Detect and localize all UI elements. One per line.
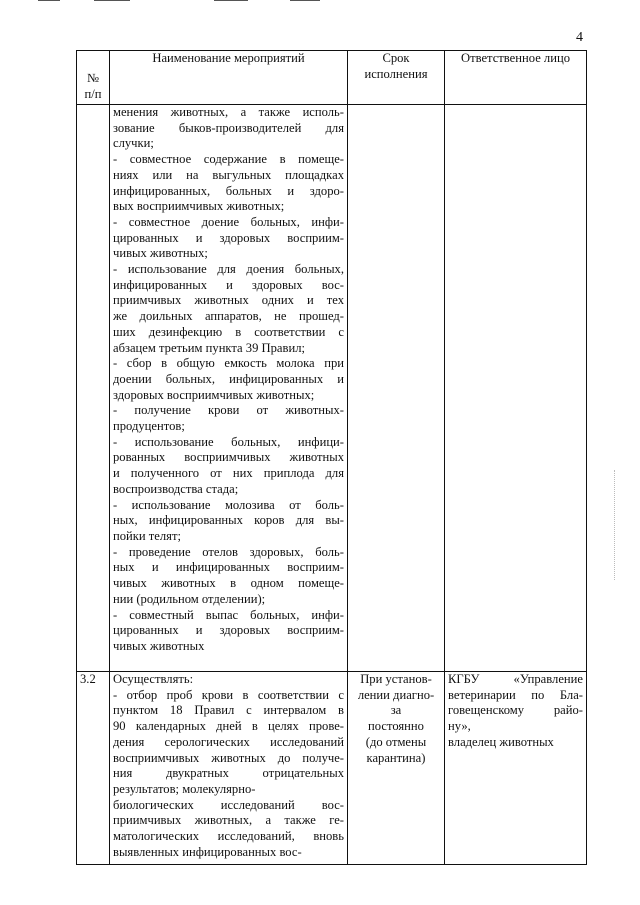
description-line: 90 календарных дней в целях прове- [113,719,344,734]
description-line: Осуществлять: [113,672,194,686]
deadline-line: (до отмены [365,734,427,749]
description-line: - получение крови от животных- [113,403,344,418]
description-line: результатов; молекулярно- [113,781,256,796]
measure-description [110,105,348,672]
description-line: здоровых восприимчивых животных; [113,387,315,402]
deadline-line: постоянно [368,719,424,734]
description-line: вых восприимчивых животных; [113,199,285,214]
description-line: восприимчивых животных до получе- [113,750,344,765]
measure-responsible [445,105,587,672]
description-line: - отбор проб крови в соответствии с [113,687,344,702]
table-row [77,672,587,865]
description-line: чивых животных [113,638,205,653]
description-line: доении больных, инфицированных и [113,371,344,386]
description-line: пойки телят; [113,528,181,543]
table-header-row [77,51,587,105]
description-line: цированных и здоровых восприим- [113,623,344,638]
scan-edge-dots [614,470,617,580]
deadline-line: При установ- [360,672,432,686]
description-line: абзацем третьим пункта 39 Правил; [113,340,305,355]
description-line: - сбор в общую емкость молока при [113,356,344,371]
description-line: ных и инфицированных восприим- [113,560,344,575]
row-number [77,105,110,672]
header-deadline: Срок исполнения [348,51,445,105]
responsible-line: КГБУ «Управление [448,672,583,686]
responsible-line: владелец животных [448,734,554,749]
measures-table [76,50,587,865]
description-line: зование быков-производителей для [113,120,344,135]
responsible-line: говещенскому райо- [448,703,583,718]
description-line: - совместный выпас больных, инфи- [113,607,344,622]
description-line: пунктом 18 Правил с интервалом в [113,703,344,718]
description-line: воспроизводства стада; [113,481,239,496]
deadline-line: за [390,703,402,718]
description-line: ших дезинфекцию в соответствии с [113,324,344,339]
description-line: инфицированных и здоровых вос- [113,277,344,292]
header-number: № п/п [77,51,110,105]
description-line: продуцентов; [113,419,185,434]
description-line: цированных и здоровых восприим- [113,230,344,245]
description-line: матологических исследований, вновь [113,829,344,844]
description-line: рованных восприимчивых животных [113,450,344,465]
row-number: 3.2 [77,672,110,865]
description-line: ниях или на выгульных площадках [113,167,344,182]
description-line: ных, инфицированных коров для вы- [113,513,344,528]
description-line: - совместное доение больных, инфи- [113,214,344,229]
description-line: случки; [113,136,154,151]
description-line: приимчивых животных одних и тех [113,293,344,308]
responsible-line: ну», [448,719,471,734]
measure-description [110,672,348,865]
description-line: нии (родильном отделении); [113,591,266,606]
description-line: выявленных инфицированных вос- [113,844,302,859]
measure-deadline [348,672,445,865]
header-measures-name: Наименование мероприятий [110,51,348,105]
table-row [77,105,587,672]
description-line: приимчивых животных, а также ге- [113,813,344,828]
description-line: ния двукратных отрицательных [113,766,344,781]
description-line: - использование молозива от боль- [113,497,344,512]
description-line: инфицированных, больных и здоро- [113,183,344,198]
description-line: биологических исследований вос- [113,797,344,812]
description-line: же доильных аппаратов, не прошед- [113,309,344,324]
page-number: 4 [576,30,583,45]
measure-deadline [348,105,445,672]
description-line: дения серологических исследований [113,734,344,749]
description-line: чивых животных в одном помеще- [113,576,344,591]
deadline-line: карантина) [366,750,426,765]
header-responsible: Ответственное лицо [445,51,587,105]
description-line: - совместное содержание в помеще- [113,152,344,167]
description-line: - проведение отелов здоровых, боль- [113,544,344,559]
description-line: чивых животных; [113,246,208,261]
measure-responsible [445,672,587,865]
description-line: - использование больных, инфици- [113,434,344,449]
description-line: менения животных, а также исполь- [113,105,344,119]
description-line: и полученного от них приплода для [113,466,344,481]
scan-top-marks [0,0,640,4]
description-line: - использование для доения больных, [113,262,344,277]
deadline-line: лении диагно- [357,687,435,702]
responsible-line: ветеринарии по Бла- [448,687,583,702]
